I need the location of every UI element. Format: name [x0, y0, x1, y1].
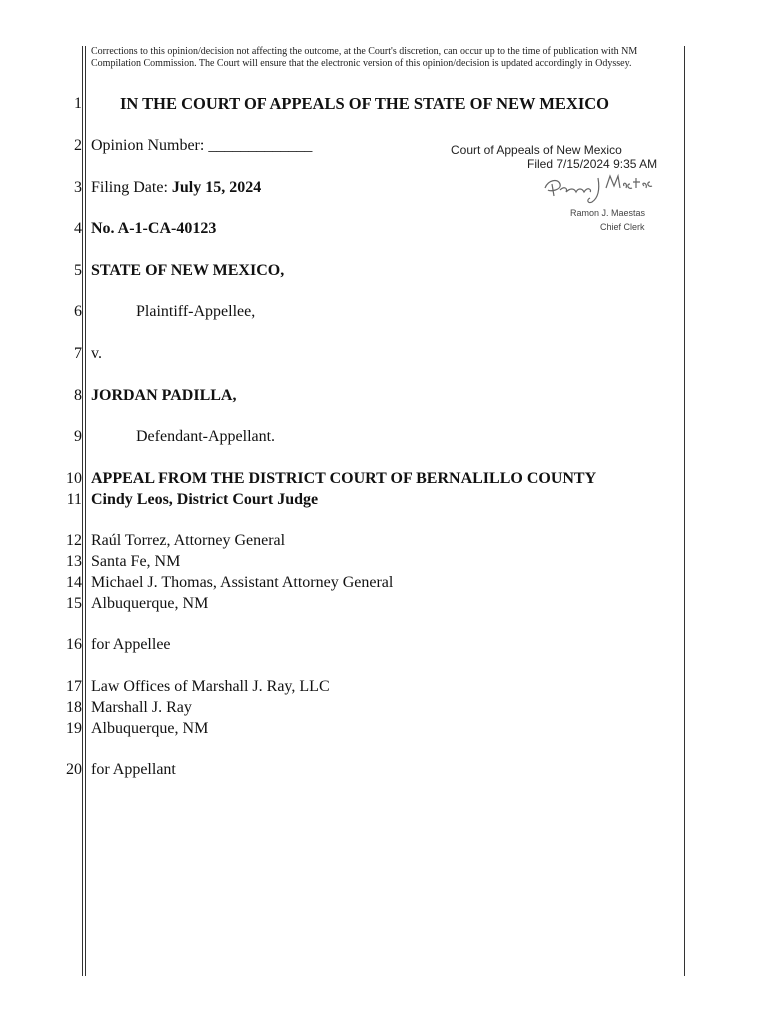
filing-date-line [91, 178, 261, 198]
line-number: 10 [66, 470, 82, 487]
appellant-counsel-line: Law Offices of Marshall J. Ray, LLC [91, 678, 330, 695]
plaintiff-name: STATE OF NEW MEXICO, [91, 262, 285, 279]
stamp-court: Court of Appeals of New Mexico [451, 143, 622, 157]
defendant-role: Defendant-Appellant. [136, 428, 276, 445]
appellee-counsel-line: Albuquerque, NM [91, 595, 209, 612]
appellant-counsel-line: Albuquerque, NM [91, 720, 209, 737]
appellee-counsel-line: Santa Fe, NM [91, 553, 181, 570]
line-number: 12 [66, 532, 82, 549]
line-number: 11 [66, 491, 82, 508]
for-appellant: for Appellant [91, 761, 176, 778]
for-appellee: for Appellee [91, 636, 171, 653]
court-title: IN THE COURT OF APPEALS OF THE STATE OF NEW MEXICO [120, 94, 610, 113]
left-margin-rule-inner [85, 46, 86, 976]
line-number: 15 [66, 595, 82, 612]
line-number: 17 [66, 678, 82, 695]
line-number: 7 [74, 345, 82, 362]
line-number: 19 [66, 720, 82, 737]
appeal-from: APPEAL FROM THE DISTRICT COURT OF BERNALILLO COUNTY [91, 470, 597, 487]
filing-date-label: Filing Date: [91, 179, 172, 196]
line-number: 2 [74, 137, 82, 154]
stamp-clerk-name: Ramon J. Maestas [570, 208, 646, 218]
line-number: 14 [66, 574, 82, 591]
stamp-filed: Filed 7/15/2024 9:35 AM [527, 157, 658, 171]
opinion-number: Opinion Number: _____________ [91, 137, 313, 154]
line-number: 20 [66, 761, 82, 778]
line-number: 16 [66, 636, 82, 653]
line-number: 6 [74, 303, 82, 320]
line-number: 1 [74, 95, 82, 112]
appellant-counsel-line: Marshall J. Ray [91, 699, 192, 716]
clerk-signature [540, 170, 655, 206]
line-number: 4 [74, 220, 82, 237]
filing-date-value: July 15, 2024 [171, 179, 262, 196]
line-number: 13 [66, 553, 82, 570]
appellee-counsel-line: Raúl Torrez, Attorney General [91, 532, 286, 549]
stamp-clerk-title: Chief Clerk [600, 222, 645, 232]
line-number: 9 [74, 428, 82, 445]
district-judge: Cindy Leos, District Court Judge [91, 491, 319, 508]
line-number: 3 [74, 179, 82, 196]
right-margin-rule [684, 46, 685, 976]
line-number: 8 [74, 387, 82, 404]
defendant-name: JORDAN PADILLA, [91, 387, 237, 404]
line-number: 5 [74, 262, 82, 279]
line-number: 18 [66, 699, 82, 716]
docket-number: No. A-1-CA-40123 [91, 220, 217, 237]
left-margin-rule-outer [82, 46, 83, 976]
corrections-notice: Corrections to this opinion/decision not affecting the outcome, at the Court's discretion, can occur up to the time of publication with NM Compilation Commission. The Court will ensure that the electronic version of this opinion/decision is updated accordingly in Odyssey. [91, 46, 638, 69]
versus: v. [91, 345, 102, 362]
plaintiff-role: Plaintiff-Appellee, [136, 303, 256, 320]
appellee-counsel-line: Michael J. Thomas, Assistant Attorney General [91, 574, 394, 591]
